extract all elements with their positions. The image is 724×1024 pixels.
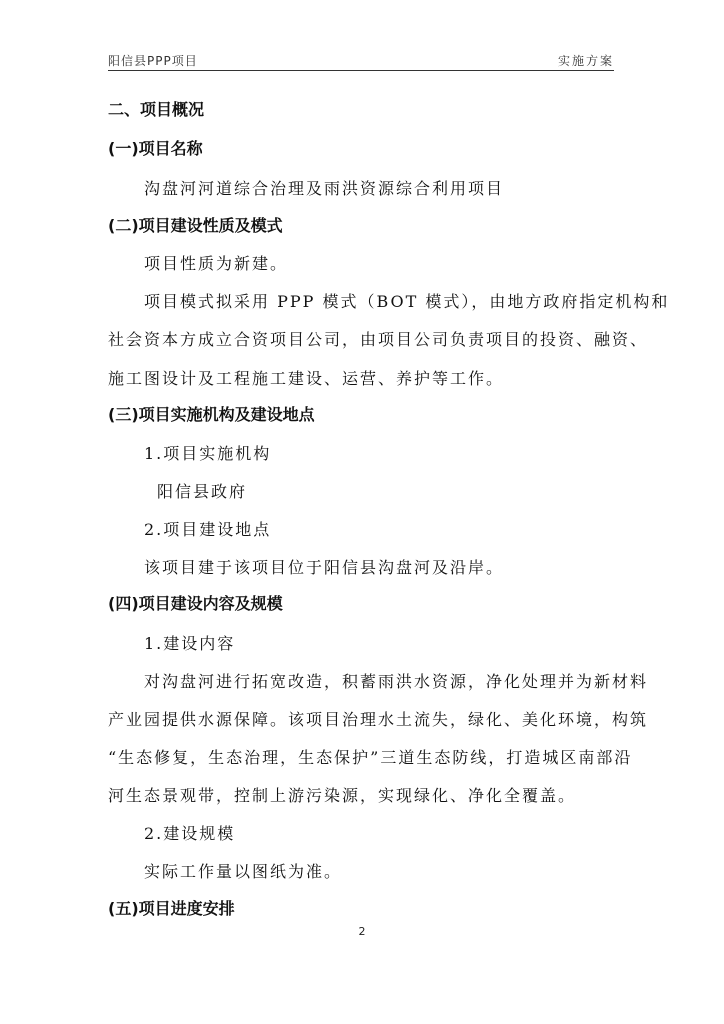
- subsection-heading-1: (一)项目名称: [108, 139, 203, 158]
- subsection-heading-5: (五)项目进度安排: [108, 899, 235, 918]
- paragraph-mode-line-3: 施工图设计及工程施工建设、运营、养护等工作。: [108, 369, 505, 388]
- paragraph-agency: 阳信县政府: [157, 482, 248, 501]
- paragraph-mode-line-2: 社会资本方成立合资项目公司，由项目公司负责项目的投资、融资、: [108, 330, 649, 349]
- sub-item-scale: 2.建设规模: [144, 824, 236, 843]
- subsection-heading-2: (二)项目建设性质及模式: [108, 216, 283, 235]
- header-project-name: 阳信县PPP项目: [108, 54, 198, 68]
- paragraph-content-line-3: “生态修复，生态治理，生态保护”三道生态防线，打造城区南部沿: [108, 748, 633, 767]
- paragraph-content-line-1: 对沟盘河进行拓宽改造，积蓄雨洪水资源，净化处理并为新材料: [144, 672, 649, 691]
- page-header: [108, 48, 614, 71]
- paragraph-scale: 实际工作量以图纸为准。: [144, 862, 343, 881]
- paragraph-content-line-4: 河生态景观带，控制上游污染源，实现绿化、净化全覆盖。: [108, 786, 577, 805]
- page-number: 2: [358, 925, 366, 938]
- paragraph-mode-line-1: 项目模式拟采用 PPP 模式（BOT 模式），由地方政府指定机构和: [144, 292, 670, 311]
- paragraph-location: 该项目建于该项目位于阳信县沟盘河及沿岸。: [144, 558, 505, 577]
- subsection-heading-4: (四)项目建设内容及规模: [108, 594, 283, 613]
- section-heading: 二、项目概况: [108, 100, 205, 119]
- paragraph-content-line-2: 产业园提供水源保障。该项目治理水土流失，绿化、美化环境，构筑: [108, 710, 649, 729]
- header-doc-type: 实施方案: [557, 54, 614, 68]
- sub-item-location: 2.项目建设地点: [144, 520, 272, 539]
- subsection-heading-3: (三)项目实施机构及建设地点: [108, 405, 315, 424]
- paragraph-project-name: 沟盘河河道综合治理及雨洪资源综合利用项目: [144, 179, 505, 198]
- paragraph-nature: 项目性质为新建。: [144, 254, 289, 273]
- sub-item-agency: 1.项目实施机构: [144, 444, 272, 463]
- sub-item-content: 1.建设内容: [144, 634, 236, 653]
